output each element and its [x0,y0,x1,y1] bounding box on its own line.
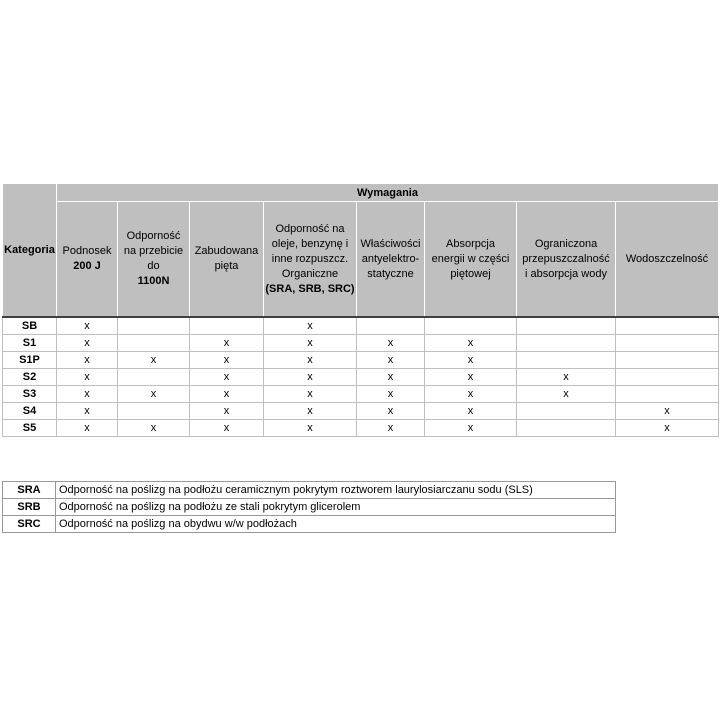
requirement-mark-cell: x [190,352,264,369]
requirement-mark-cell [517,403,616,420]
requirement-mark-cell: x [264,335,357,352]
table-row [3,352,719,369]
requirement-mark-cell [425,317,517,335]
legend-description: Odporność na poślizg na podłożu ze stali pokrytym glicerolem [56,499,616,516]
requirement-mark-cell: x [264,317,357,335]
column-header-line: do [147,260,160,272]
requirement-mark-cell: x [190,403,264,420]
requirement-mark-cell: x [118,352,190,369]
requirements-rows [3,317,719,437]
requirement-mark-cell [616,352,719,369]
category-cell: S1P [3,352,57,369]
requirement-mark-cell: x [357,352,425,369]
column-header-line: Podnosek [62,245,112,257]
column-header-bold: 1100N [137,275,170,287]
requirement-mark-cell [616,335,719,352]
category-cell: S5 [3,420,57,437]
requirement-mark-cell: x [425,403,517,420]
requirement-mark-cell: x [517,386,616,403]
requirement-mark-cell: x [425,369,517,386]
requirement-mark-cell: x [190,420,264,437]
column-header-line: antyelektro- [361,252,420,265]
column-header [616,202,719,318]
legend-row [3,516,616,533]
column-header-line: piętowej [450,267,491,280]
table-row [3,369,719,386]
requirement-mark-cell [616,369,719,386]
requirement-mark-cell: x [57,386,118,403]
column-header-line: Ograniczona [534,237,598,250]
column-header-line: Odporność na [275,222,345,235]
requirements-group-header: Wymagania [57,184,719,202]
legend-row [3,482,616,499]
column-header [425,202,517,318]
legend-code: SRA [3,482,56,499]
requirement-mark-cell [190,317,264,335]
requirement-mark-cell [118,317,190,335]
column-header [517,202,616,318]
requirement-mark-cell: x [616,420,719,437]
column-header-line: na przebicie [123,245,184,257]
column-header-bold: 200 J [73,260,101,272]
requirement-mark-cell: x [616,403,719,420]
requirement-mark-cell: x [57,317,118,335]
requirement-mark-cell: x [190,386,264,403]
requirement-mark-cell [517,352,616,369]
requirement-mark-cell: x [264,420,357,437]
column-header [264,202,357,318]
column-header [357,202,425,318]
requirement-mark-cell: x [357,403,425,420]
column-header-line: oleje, benzynę i [271,237,349,250]
column-header-row [3,202,719,318]
requirement-mark-cell [616,317,719,335]
requirement-mark-cell: x [357,386,425,403]
table-row [3,403,719,420]
requirement-mark-cell: x [425,420,517,437]
requirement-mark-cell: x [517,369,616,386]
requirement-mark-cell: x [425,386,517,403]
requirement-mark-cell: x [190,369,264,386]
column-header-line: statyczne [367,267,414,280]
column-header [118,202,190,318]
column-header-line: energii w części [431,252,510,265]
table-row [3,335,719,352]
legend-description: Odporność na poślizg na podłożu ceramicznym pokrytym roztworem laurylosiarczanu sodu (SLS) [56,482,616,499]
category-cell: S1 [3,335,57,352]
requirement-mark-cell: x [357,335,425,352]
requirement-mark-cell: x [264,369,357,386]
requirement-mark-cell: x [57,369,118,386]
requirement-mark-cell [118,403,190,420]
requirement-mark-cell: x [264,403,357,420]
requirement-mark-cell [118,369,190,386]
column-header-line: Właściwości [360,237,421,250]
requirement-mark-cell: x [57,420,118,437]
requirement-mark-cell: x [118,386,190,403]
requirement-mark-cell: x [357,369,425,386]
column-header-line: i absorpcja wody [525,267,607,280]
requirement-mark-cell: x [264,386,357,403]
category-header: Kategoria [3,184,57,318]
category-cell: SB [3,317,57,335]
column-header-line: Wodoszczelność [625,252,709,265]
column-header-line: Odporność [126,230,181,242]
category-cell: S3 [3,386,57,403]
requirement-mark-cell [517,335,616,352]
category-cell: S2 [3,369,57,386]
requirement-mark-cell [517,420,616,437]
requirement-mark-cell: x [118,420,190,437]
requirements-table [2,183,719,437]
column-header-line: Zabudowana [194,245,259,257]
table-row [3,317,719,335]
column-header-bold: (SRA, SRB, SRC) [265,282,355,295]
requirement-mark-cell: x [57,403,118,420]
requirement-mark-cell: x [425,335,517,352]
legend-row [3,499,616,516]
column-header-line: Organiczne [281,267,339,280]
requirement-mark-cell: x [57,352,118,369]
requirement-mark-cell [357,317,425,335]
requirement-mark-cell: x [357,420,425,437]
requirement-mark-cell [616,386,719,403]
requirement-mark-cell [118,335,190,352]
legend-description: Odporność na poślizg na obydwu w/w podłożach [56,516,616,533]
column-header-line: inne rozpuszcz. [271,252,349,265]
column-header-line: przepuszczalność [522,252,610,265]
table-row [3,386,719,403]
legend-code: SRB [3,499,56,516]
requirement-mark-cell: x [425,352,517,369]
requirement-mark-cell: x [190,335,264,352]
legend-code: SRC [3,516,56,533]
category-cell: S4 [3,403,57,420]
column-header [190,202,264,318]
requirement-mark-cell [517,317,616,335]
column-header-line: Absorpcja [446,237,495,250]
column-header-line: pięta [214,260,239,272]
requirement-mark-cell: x [264,352,357,369]
requirement-mark-cell: x [57,335,118,352]
column-header [57,202,118,318]
legend-table [2,481,616,533]
table-row [3,420,719,437]
